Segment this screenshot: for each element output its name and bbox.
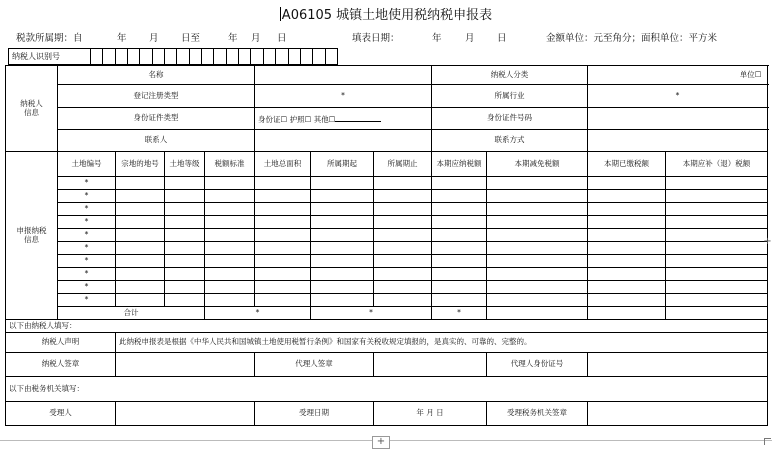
col-tax-standard: 税额标准 bbox=[205, 152, 255, 177]
form-title bbox=[0, 4, 772, 23]
id-number-label: 身份证件号码 bbox=[432, 108, 588, 130]
cell[interactable] bbox=[432, 281, 487, 294]
cell[interactable] bbox=[116, 190, 165, 203]
cell[interactable] bbox=[205, 294, 255, 307]
cell[interactable] bbox=[311, 268, 374, 281]
id-digit-box[interactable] bbox=[103, 49, 115, 64]
cell[interactable] bbox=[374, 294, 432, 307]
period-from-year: 年 bbox=[117, 33, 127, 44]
cell[interactable] bbox=[432, 216, 487, 229]
cell[interactable] bbox=[116, 255, 165, 268]
cell[interactable] bbox=[116, 268, 165, 281]
id-digit-box[interactable] bbox=[251, 49, 263, 64]
cell[interactable] bbox=[432, 242, 487, 255]
cell[interactable] bbox=[666, 242, 768, 255]
row-mark: * bbox=[58, 216, 116, 229]
cell[interactable] bbox=[487, 177, 588, 190]
col-land-grade: 土地等级 bbox=[165, 152, 205, 177]
cell[interactable] bbox=[311, 190, 374, 203]
cell[interactable] bbox=[666, 203, 768, 216]
cell[interactable] bbox=[666, 294, 768, 307]
statement-label: 纳税人声明 bbox=[6, 333, 116, 353]
name-value[interactable] bbox=[255, 66, 432, 85]
id-digit-box[interactable] bbox=[153, 49, 165, 64]
id-type-options-text: 身份证☐ 护照☐ 其他☐ bbox=[258, 114, 336, 124]
office-seal-label: 受理税务机关签章 bbox=[487, 402, 588, 426]
id-digit-box[interactable] bbox=[227, 49, 239, 64]
cell[interactable] bbox=[255, 294, 311, 307]
receiver-value[interactable] bbox=[116, 402, 255, 426]
declaration-section bbox=[6, 152, 58, 320]
cell[interactable] bbox=[588, 294, 666, 307]
cell[interactable] bbox=[255, 229, 311, 242]
id-type-options[interactable] bbox=[255, 108, 432, 130]
cell[interactable] bbox=[432, 229, 487, 242]
contact-method-label: 联系方式 bbox=[432, 130, 588, 152]
row-mark: * bbox=[58, 190, 116, 203]
cell[interactable] bbox=[116, 242, 165, 255]
cell[interactable] bbox=[374, 268, 432, 281]
cell[interactable] bbox=[255, 268, 311, 281]
signature-value[interactable] bbox=[116, 353, 255, 377]
industry-label: 所属行业 bbox=[432, 85, 588, 108]
total-period-end: * bbox=[432, 307, 487, 320]
cell[interactable] bbox=[666, 268, 768, 281]
cell[interactable] bbox=[588, 242, 666, 255]
fill-date-month: 月 bbox=[465, 33, 475, 44]
cell[interactable] bbox=[116, 294, 165, 307]
cell[interactable] bbox=[165, 216, 205, 229]
cell[interactable] bbox=[432, 190, 487, 203]
id-type-label: 身份证件类型 bbox=[58, 108, 255, 130]
agent-signature-value[interactable] bbox=[374, 353, 487, 377]
col-land-no: 土地编号 bbox=[58, 152, 116, 177]
period-from-month: 月 bbox=[149, 33, 159, 44]
taxpayer-fill-heading: 以下由纳税人填写： bbox=[6, 320, 768, 333]
cell[interactable] bbox=[255, 255, 311, 268]
taxpayer-id-label: 纳税人识别号 bbox=[9, 49, 91, 64]
cell[interactable] bbox=[116, 281, 165, 294]
cell[interactable] bbox=[255, 216, 311, 229]
cell[interactable] bbox=[165, 177, 205, 190]
taxpayer-info-section-label: 纳税人 信息 bbox=[20, 98, 43, 117]
cell[interactable] bbox=[374, 216, 432, 229]
cell[interactable] bbox=[205, 281, 255, 294]
total-label: 合计 bbox=[58, 307, 205, 320]
receive-date-label: 受理日期 bbox=[255, 402, 374, 426]
row-mark: * bbox=[58, 242, 116, 255]
cell[interactable] bbox=[374, 190, 432, 203]
form-title-text: A06105 城镇土地使用税纳税申报表 bbox=[281, 8, 493, 23]
col-total-area: 土地总面积 bbox=[255, 152, 311, 177]
cell[interactable] bbox=[487, 255, 588, 268]
cell[interactable] bbox=[311, 177, 374, 190]
cell[interactable] bbox=[374, 177, 432, 190]
col-tax-reduced: 本期减免税额 bbox=[487, 152, 588, 177]
cell[interactable] bbox=[116, 216, 165, 229]
cell[interactable] bbox=[116, 203, 165, 216]
receive-date-value[interactable]: 年 月 日 bbox=[374, 402, 487, 426]
cell[interactable] bbox=[255, 190, 311, 203]
row-mark: * bbox=[58, 281, 116, 294]
units-label: 金额单位：元至角分；面积单位：平方米 bbox=[546, 33, 718, 44]
agent-signature-label: 代理人签章 bbox=[255, 353, 374, 377]
cell[interactable] bbox=[432, 203, 487, 216]
id-digit-box[interactable] bbox=[140, 49, 152, 64]
cell[interactable] bbox=[588, 190, 666, 203]
cell[interactable] bbox=[588, 216, 666, 229]
id-digit-box[interactable] bbox=[301, 49, 313, 64]
period-to-day: 日 bbox=[277, 33, 287, 44]
id-digit-box[interactable] bbox=[202, 49, 214, 64]
id-digit-box[interactable] bbox=[289, 49, 301, 64]
cell[interactable] bbox=[205, 229, 255, 242]
period-to-year: 年 bbox=[228, 33, 238, 44]
cell[interactable] bbox=[311, 281, 374, 294]
industry-value[interactable]: * bbox=[588, 85, 768, 108]
id-digit-box[interactable] bbox=[276, 49, 288, 64]
cell[interactable] bbox=[205, 216, 255, 229]
office-seal-value[interactable] bbox=[588, 402, 768, 426]
cell[interactable] bbox=[487, 190, 588, 203]
fill-date-day: 日 bbox=[497, 33, 507, 44]
period-from-day-to: 日至 bbox=[181, 33, 201, 44]
agent-id-value[interactable] bbox=[588, 353, 768, 377]
reg-type-label: 登记注册类型 bbox=[58, 85, 255, 108]
fill-date-year: 年 bbox=[432, 33, 442, 44]
period-to-month: 月 bbox=[251, 33, 261, 44]
fill-date-label: 填表日期： bbox=[352, 33, 400, 44]
id-digit-box[interactable] bbox=[326, 49, 337, 64]
cell[interactable] bbox=[588, 268, 666, 281]
cell[interactable] bbox=[374, 229, 432, 242]
col-tax-payable: 本期应纳税额 bbox=[432, 152, 487, 177]
row-mark: * bbox=[58, 294, 116, 307]
signature-label: 纳税人签章 bbox=[6, 353, 116, 377]
col-parcel-no: 宗地的地号 bbox=[116, 152, 165, 177]
total-tax-standard: * bbox=[205, 307, 311, 320]
id-number-value[interactable] bbox=[588, 108, 768, 130]
row-mark: * bbox=[58, 229, 116, 242]
cell[interactable] bbox=[165, 190, 205, 203]
cell[interactable] bbox=[487, 294, 588, 307]
cell[interactable] bbox=[165, 203, 205, 216]
cell[interactable] bbox=[165, 229, 205, 242]
cell[interactable] bbox=[487, 203, 588, 216]
add-column-plus-icon[interactable]: + bbox=[763, 236, 772, 247]
cell[interactable] bbox=[666, 229, 768, 242]
contact-label: 联系人 bbox=[58, 130, 255, 152]
id-digit-box[interactable] bbox=[214, 49, 226, 64]
declaration-table bbox=[5, 65, 768, 426]
total-area: * bbox=[311, 307, 432, 320]
cell[interactable] bbox=[588, 203, 666, 216]
declaration-section-label: 申报纳税 信息 bbox=[16, 225, 47, 244]
cell[interactable] bbox=[432, 268, 487, 281]
cell[interactable] bbox=[165, 255, 205, 268]
cell[interactable] bbox=[311, 294, 374, 307]
taxpayer-info-section bbox=[6, 66, 58, 152]
cell[interactable] bbox=[666, 177, 768, 190]
cell[interactable] bbox=[165, 281, 205, 294]
col-period-end: 所属期止 bbox=[374, 152, 432, 177]
cell[interactable] bbox=[666, 255, 768, 268]
cell[interactable] bbox=[205, 190, 255, 203]
row-mark: * bbox=[58, 255, 116, 268]
cell[interactable] bbox=[255, 281, 311, 294]
total-reduced[interactable] bbox=[588, 307, 666, 320]
cell[interactable] bbox=[374, 255, 432, 268]
cell[interactable] bbox=[588, 177, 666, 190]
cell[interactable] bbox=[205, 203, 255, 216]
cell[interactable] bbox=[487, 216, 588, 229]
cell[interactable] bbox=[374, 242, 432, 255]
total-payable[interactable] bbox=[487, 307, 588, 320]
cell[interactable] bbox=[311, 229, 374, 242]
cell[interactable] bbox=[165, 242, 205, 255]
cell[interactable] bbox=[666, 281, 768, 294]
cell[interactable] bbox=[255, 242, 311, 255]
col-period-start: 所属期起 bbox=[311, 152, 374, 177]
cell[interactable] bbox=[165, 294, 205, 307]
cell[interactable] bbox=[116, 229, 165, 242]
cell[interactable] bbox=[255, 177, 311, 190]
cell[interactable] bbox=[588, 281, 666, 294]
total-paid[interactable] bbox=[666, 307, 768, 320]
cell[interactable] bbox=[487, 242, 588, 255]
cell[interactable] bbox=[374, 203, 432, 216]
tax-office-fill-heading: 以下由税务机关填写： bbox=[6, 377, 768, 402]
cell[interactable] bbox=[487, 268, 588, 281]
cell[interactable] bbox=[311, 242, 374, 255]
text-cursor bbox=[280, 7, 281, 21]
statement-text: 此纳税申报表是根据《中华人民共和国城镇土地使用税暂行条例》和国家有关税收规定填报的，是真实的、可靠的、完整的。 bbox=[116, 333, 768, 353]
contact-method-value[interactable] bbox=[588, 130, 768, 152]
cell[interactable] bbox=[588, 255, 666, 268]
cell[interactable] bbox=[255, 203, 311, 216]
cell[interactable] bbox=[432, 294, 487, 307]
id-digit-box[interactable] bbox=[91, 49, 103, 64]
category-label: 纳税人分类 bbox=[432, 66, 588, 85]
row-mark: * bbox=[58, 203, 116, 216]
contact-value[interactable] bbox=[255, 130, 432, 152]
cell[interactable] bbox=[116, 177, 165, 190]
id-digit-box[interactable] bbox=[239, 49, 251, 64]
page-corner-mark bbox=[764, 438, 771, 445]
cell[interactable] bbox=[588, 229, 666, 242]
col-tax-paid: 本期已缴税额 bbox=[588, 152, 666, 177]
id-digit-box[interactable] bbox=[177, 49, 189, 64]
period-label: 税款所属期：自 bbox=[16, 33, 83, 44]
cell[interactable] bbox=[432, 255, 487, 268]
cell[interactable] bbox=[165, 268, 205, 281]
unit-option[interactable]: 单位☐ bbox=[588, 66, 768, 85]
id-digit-box[interactable] bbox=[165, 49, 177, 64]
cell[interactable] bbox=[311, 203, 374, 216]
cell[interactable] bbox=[666, 216, 768, 229]
receiver-label: 受理人 bbox=[6, 402, 116, 426]
cell[interactable] bbox=[311, 216, 374, 229]
id-digit-box[interactable] bbox=[264, 49, 276, 64]
other-blank[interactable] bbox=[335, 113, 381, 122]
name-label: 名称 bbox=[58, 66, 255, 85]
add-row-plus-icon[interactable]: + bbox=[372, 436, 390, 449]
cell[interactable] bbox=[666, 190, 768, 203]
id-digit-box[interactable] bbox=[190, 49, 202, 64]
cell[interactable] bbox=[487, 229, 588, 242]
cell[interactable] bbox=[205, 242, 255, 255]
agent-id-label: 代理人身份证号 bbox=[487, 353, 588, 377]
id-digit-box[interactable] bbox=[128, 49, 140, 64]
cell[interactable] bbox=[205, 268, 255, 281]
reg-type-value[interactable]: * bbox=[255, 85, 432, 108]
cell[interactable] bbox=[205, 177, 255, 190]
cell[interactable] bbox=[311, 255, 374, 268]
cell[interactable] bbox=[487, 281, 588, 294]
row-mark: * bbox=[58, 268, 116, 281]
id-digit-box[interactable] bbox=[313, 49, 325, 64]
row-mark: * bbox=[58, 177, 116, 190]
id-digit-box[interactable] bbox=[116, 49, 128, 64]
col-tax-due: 本期应补（退）税额 bbox=[666, 152, 768, 177]
taxpayer-id-row bbox=[8, 48, 338, 65]
cell[interactable] bbox=[205, 255, 255, 268]
cell[interactable] bbox=[374, 281, 432, 294]
cell[interactable] bbox=[432, 177, 487, 190]
